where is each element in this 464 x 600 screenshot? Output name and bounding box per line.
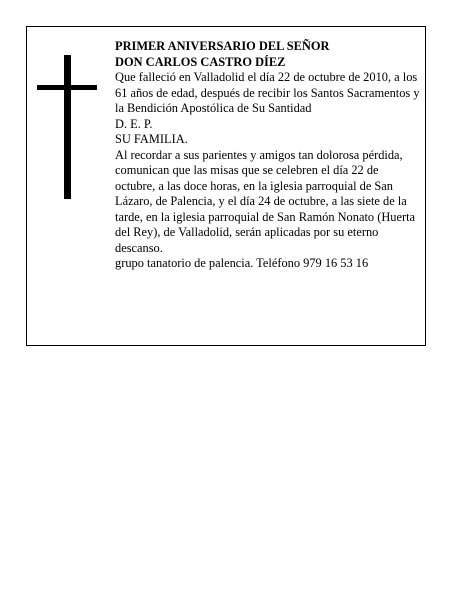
death-paragraph: Que falleció en Valladolid el día 22 de octubre de 2010, a los 61 años de edad, después de recibir los Santos Sacramentos y la Bendición Apostólica de Su Santidad [115,70,420,115]
cross-vertical-bar [64,55,71,199]
notice-body [115,39,421,272]
masses-paragraph: Al recordar a sus parientes y amigos tan dolorosa pérdida, comunican que las misas que se celebren el día 22 de octubre, a las doce horas, en la iglesia parroquial de San Lázaro, de Palencia, y el día 24 de octubre, a las siete de la tarde, en la iglesia parroquial de San Ramón Nonato (Huerta del Rey), de Valladolid, serán aplicadas por su eterno descanso. [115,147,416,255]
rip-text: D. E. P. [115,116,153,131]
funeral-home-footer: grupo tanatorio de palencia. Teléfono 979 16 53 16 [115,256,369,270]
notice-title-line2: DON CARLOS CASTRO DÍEZ [115,54,286,69]
cross-icon [37,55,97,199]
notice-title-line1: PRIMER ANIVERSARIO DEL SEÑOR [115,39,330,53]
cross-horizontal-bar [37,85,97,90]
obituary-notice [26,26,426,346]
family-signature: SU FAMILIA. [115,132,188,146]
